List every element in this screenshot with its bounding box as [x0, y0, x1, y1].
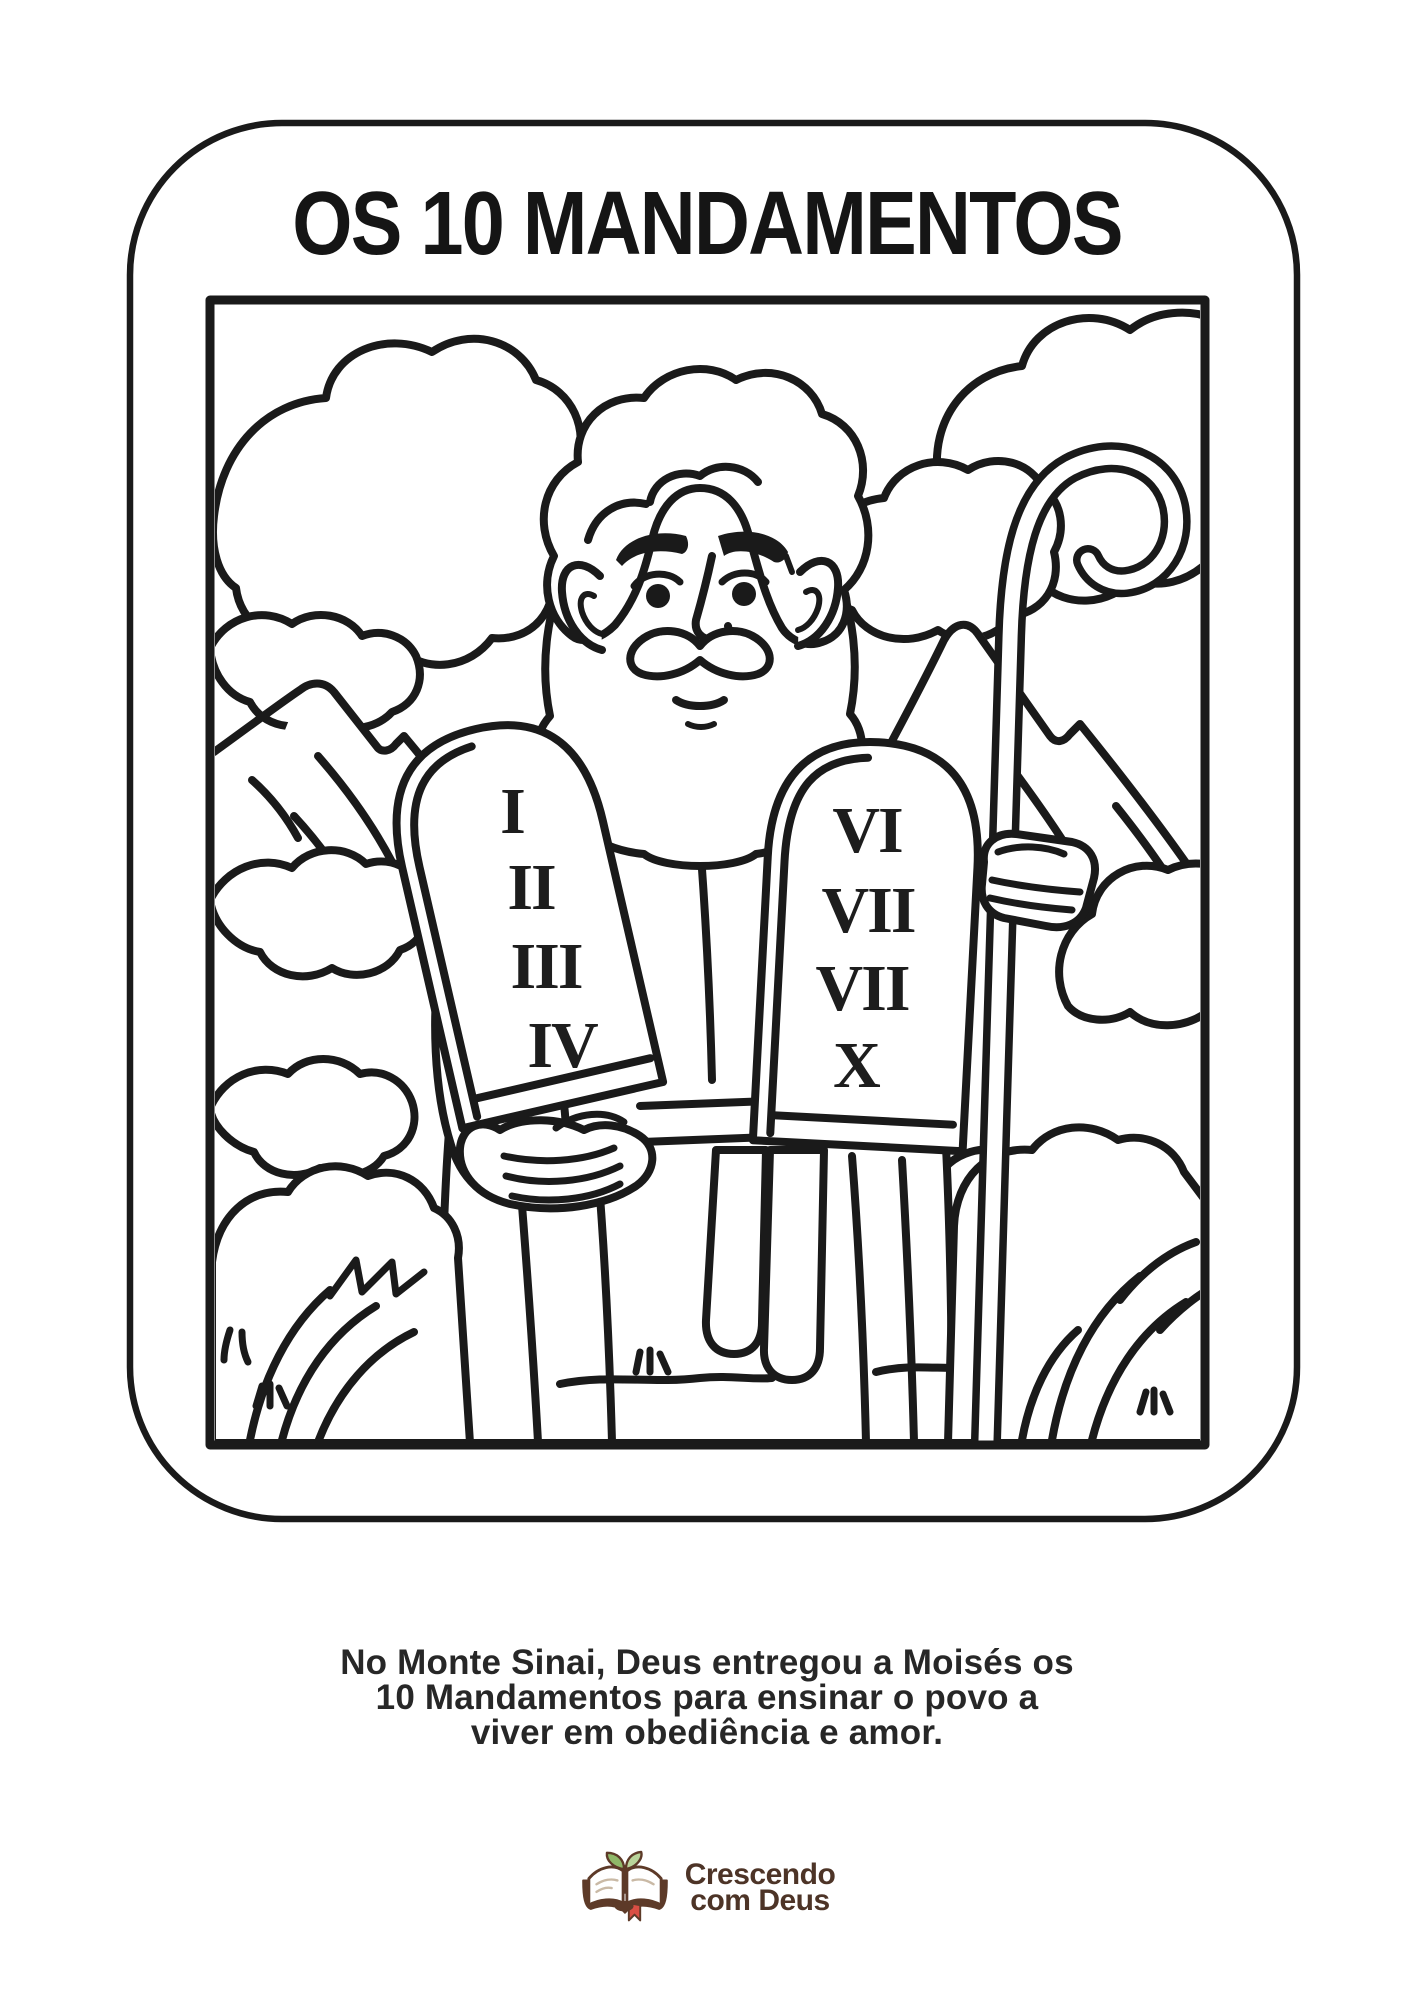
caption-line-2: 10 Mandamentos para ensinar o povo a [375, 1678, 1039, 1717]
tablet-right-numeral-4: X [833, 1029, 879, 1102]
right-hand-fist [982, 834, 1095, 927]
brand-name-line-1: Crescendo [684, 1858, 836, 1891]
tablet-right-numeral-3: VII [815, 952, 909, 1025]
tablet-left-numeral-2: II [507, 851, 555, 924]
tablet-right-numeral-2: VII [821, 874, 915, 947]
tablet-left-numeral-3: III [510, 930, 582, 1003]
caption [0, 1645, 1414, 1750]
caption-line-1: No Monte Sinai, Deus entregou a Moisés os [340, 1643, 1074, 1682]
tablet-left-numeral-1: I [500, 775, 524, 848]
right-eye [732, 582, 756, 606]
brand-name [684, 1858, 836, 1917]
open-book-with-sprout-icon [579, 1850, 671, 1928]
left-eye [646, 584, 670, 608]
left-hand [460, 1114, 652, 1208]
page-title: OS 10 MANDAMENTOS [292, 174, 1122, 274]
brand-name-line-2: com Deus [690, 1884, 830, 1917]
brand-logo [0, 1848, 1414, 1968]
caption-line-3: viver em obediência e amor. [470, 1713, 944, 1752]
tablet-left-numeral-4: IV [527, 1009, 597, 1082]
sash [706, 1150, 766, 1354]
tablet-right-numeral-1: VI [832, 794, 902, 867]
